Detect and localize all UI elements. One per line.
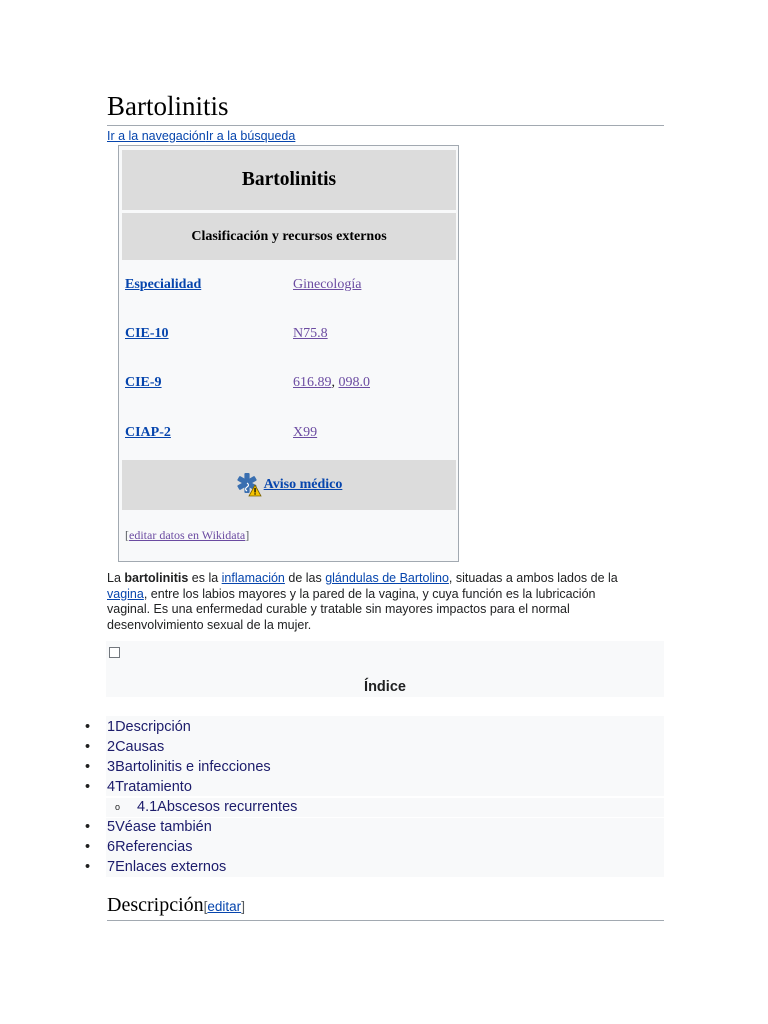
edit-section-link[interactable]: editar: [207, 899, 242, 914]
infobox-value-especialidad[interactable]: Ginecología: [293, 277, 362, 292]
page-title: Bartolinitis: [107, 88, 664, 126]
infobox-value-ciap2[interactable]: X99: [293, 425, 318, 440]
medical-notice-link[interactable]: Aviso médico: [263, 477, 343, 492]
infobox-row-ciap2: [125, 425, 453, 445]
medical-notice-row: [122, 460, 456, 510]
toc-item[interactable]: [85, 837, 193, 857]
star-of-life-warning-icon: [236, 472, 262, 498]
bracket-close: ]: [245, 528, 250, 542]
toc-item[interactable]: [85, 757, 271, 777]
infobox-label-cie9[interactable]: CIE-9: [125, 375, 162, 390]
infobox-label-ciap2[interactable]: CIAP-2: [125, 425, 171, 440]
toc-link[interactable]: 4Tratamiento: [107, 779, 192, 795]
infobox-row-cie10: [125, 326, 453, 346]
section-title: Descripción: [107, 894, 204, 916]
cie9-separator: ,: [331, 375, 339, 390]
toc-link[interactable]: 3Bartolinitis e infecciones: [107, 759, 271, 775]
edit-wikidata-link[interactable]: editar datos en Wikidata: [129, 528, 246, 542]
toc-item[interactable]: [85, 717, 191, 737]
infobox-label-cie10[interactable]: CIE-10: [125, 326, 169, 341]
bullet: •: [85, 839, 91, 855]
intro-text: La: [107, 571, 125, 585]
toc-link[interactable]: 2Causas: [107, 739, 165, 755]
bracket-open: [: [125, 528, 129, 542]
intro-text: , situadas a ambos lados de la: [448, 571, 618, 585]
toc-item[interactable]: [85, 777, 192, 797]
infobox-value-cie10[interactable]: N75.8: [293, 326, 328, 341]
intro-paragraph: [107, 571, 637, 633]
bullet: •: [85, 739, 91, 755]
cie9-code-link[interactable]: 098.0: [338, 375, 370, 390]
sub-bullet: o: [115, 802, 121, 812]
bullet: •: [85, 859, 91, 875]
infobox-row-cie9: [125, 375, 453, 395]
bullet: •: [85, 759, 91, 775]
checkbox-icon[interactable]: [109, 647, 120, 658]
toc-subitem[interactable]: [115, 797, 298, 817]
intro-text: es la: [188, 571, 222, 585]
section-edit: [editar]: [203, 899, 245, 914]
infobox-value-cie9: [293, 375, 370, 391]
bullet: •: [85, 779, 91, 795]
infobox-label-especialidad[interactable]: Especialidad: [125, 277, 202, 292]
toc-link[interactable]: 1Descripción: [107, 719, 191, 735]
toc-item[interactable]: [85, 737, 165, 757]
wikidata-edit: [125, 528, 249, 543]
infobox: [118, 145, 459, 562]
infobox-row-especialidad: [125, 277, 453, 297]
cie9-code-link[interactable]: 616.89: [293, 375, 332, 390]
toc-item[interactable]: [85, 857, 227, 877]
inflamacion-link[interactable]: inflamación: [221, 571, 285, 585]
toc-link[interactable]: 4.1Abscesos recurrentes: [137, 799, 298, 815]
toc-link[interactable]: 7Enlaces externos: [107, 859, 227, 875]
jump-to-search-link[interactable]: Ir a la búsqueda: [205, 129, 296, 143]
section-heading-descripcion: [107, 892, 664, 921]
infobox-title: Bartolinitis: [122, 150, 456, 210]
toc-title: Índice: [364, 679, 406, 695]
jump-links: [107, 128, 295, 144]
glandulas-bartolino-link[interactable]: glándulas de Bartolino: [325, 571, 449, 585]
intro-bold-term: bartolinitis: [124, 571, 189, 585]
jump-to-navigation-link[interactable]: Ir a la navegación: [107, 129, 206, 143]
intro-text: de las: [284, 571, 326, 585]
bullet: •: [85, 819, 91, 835]
toc-link[interactable]: 5Véase también: [107, 819, 212, 835]
infobox-subtitle: Clasificación y recursos externos: [122, 213, 456, 260]
intro-text: , entre los labios mayores y la pared de la vagina, y cuya función es la lubricación vaginal. Es una enfermedad curable y tratable sin mayores impactos para el normal desenvolvimiento sexual de la mujer.: [107, 586, 596, 632]
bullet: •: [85, 719, 91, 735]
toc-link[interactable]: 6Referencias: [107, 839, 193, 855]
vagina-link[interactable]: vagina: [107, 586, 144, 601]
toc-item[interactable]: [85, 817, 212, 837]
